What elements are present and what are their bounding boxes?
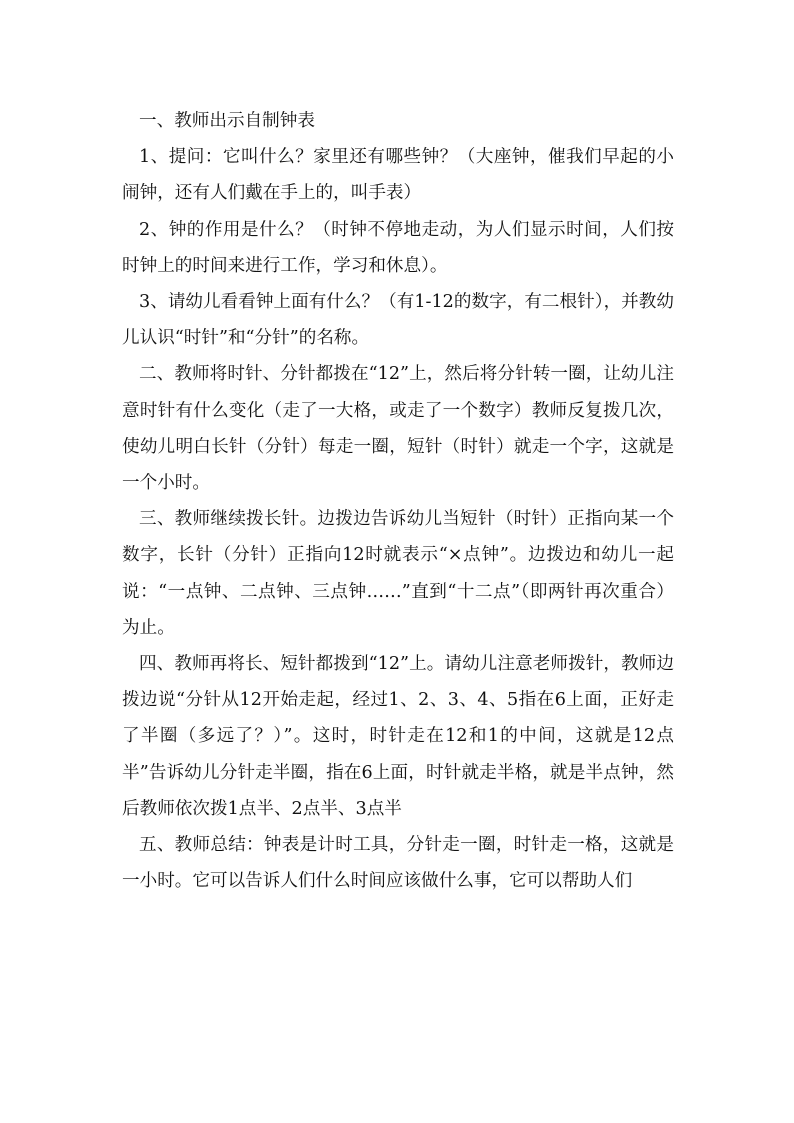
paragraph-section-2: 二、教师将时针、分针都拨在“12”上，然后将分针转一圈，让幼儿注意时针有什么变化（走了一大格，或走了一个数字）教师反复拨几次，使幼儿明白长针（分针）每走一圈，短针（时针）就走一个字，这就是一个小时。 [122, 364, 674, 494]
paragraph-section-5: 五、教师总结：钟表是计时工具，分针走一圈，时针走一格，这就是一小时。它可以告诉人们什么时间应该做什么事，它可以帮助人们 [122, 835, 674, 892]
document-body [122, 103, 674, 899]
paragraph-section-4: 四、教师再将长、短针都拨到“12”上。请幼儿注意老师拨针，教师边拨边说“分针从12开始走起，经过1、2、3、4、5指在6上面，正好走了半圈（多远了？）”。这时，时针走在12和1的中间，这就是12点半”告诉幼儿分针走半圈，指在6上面，时针就走半格，就是半点钟，然后教师依次拨1点半、2点半、3点半 [122, 654, 674, 819]
paragraph-question-1: 1、提问：它叫什么？家里还有哪些钟？（大座钟，催我们早起的小闹钟，还有人们戴在手上的，叫手表） [122, 147, 674, 204]
paragraph-section-3: 三、教师继续拨长针。边拨边告诉幼儿当短针（时针）正指向某一个数字，长针（分针）正指向12时就表示“×点钟”。边拨边和幼儿一起说：“一点钟、二点钟、三点钟……”直到“十二点”（即两针再次重合）为止。 [122, 509, 674, 638]
paragraph-question-2: 2、钟的作用是什么？（时钟不停地走动，为人们显示时间，人们按时钟上的时间来进行工作，学习和休息）。 [122, 219, 674, 276]
paragraph-question-3: 3、请幼儿看看钟上面有什么？（有1-12的数字，有二根针），并教幼儿认识“时针”和“分针”的名称。 [122, 292, 674, 349]
section-heading-1: 一、教师出示自制钟表 [139, 111, 315, 131]
